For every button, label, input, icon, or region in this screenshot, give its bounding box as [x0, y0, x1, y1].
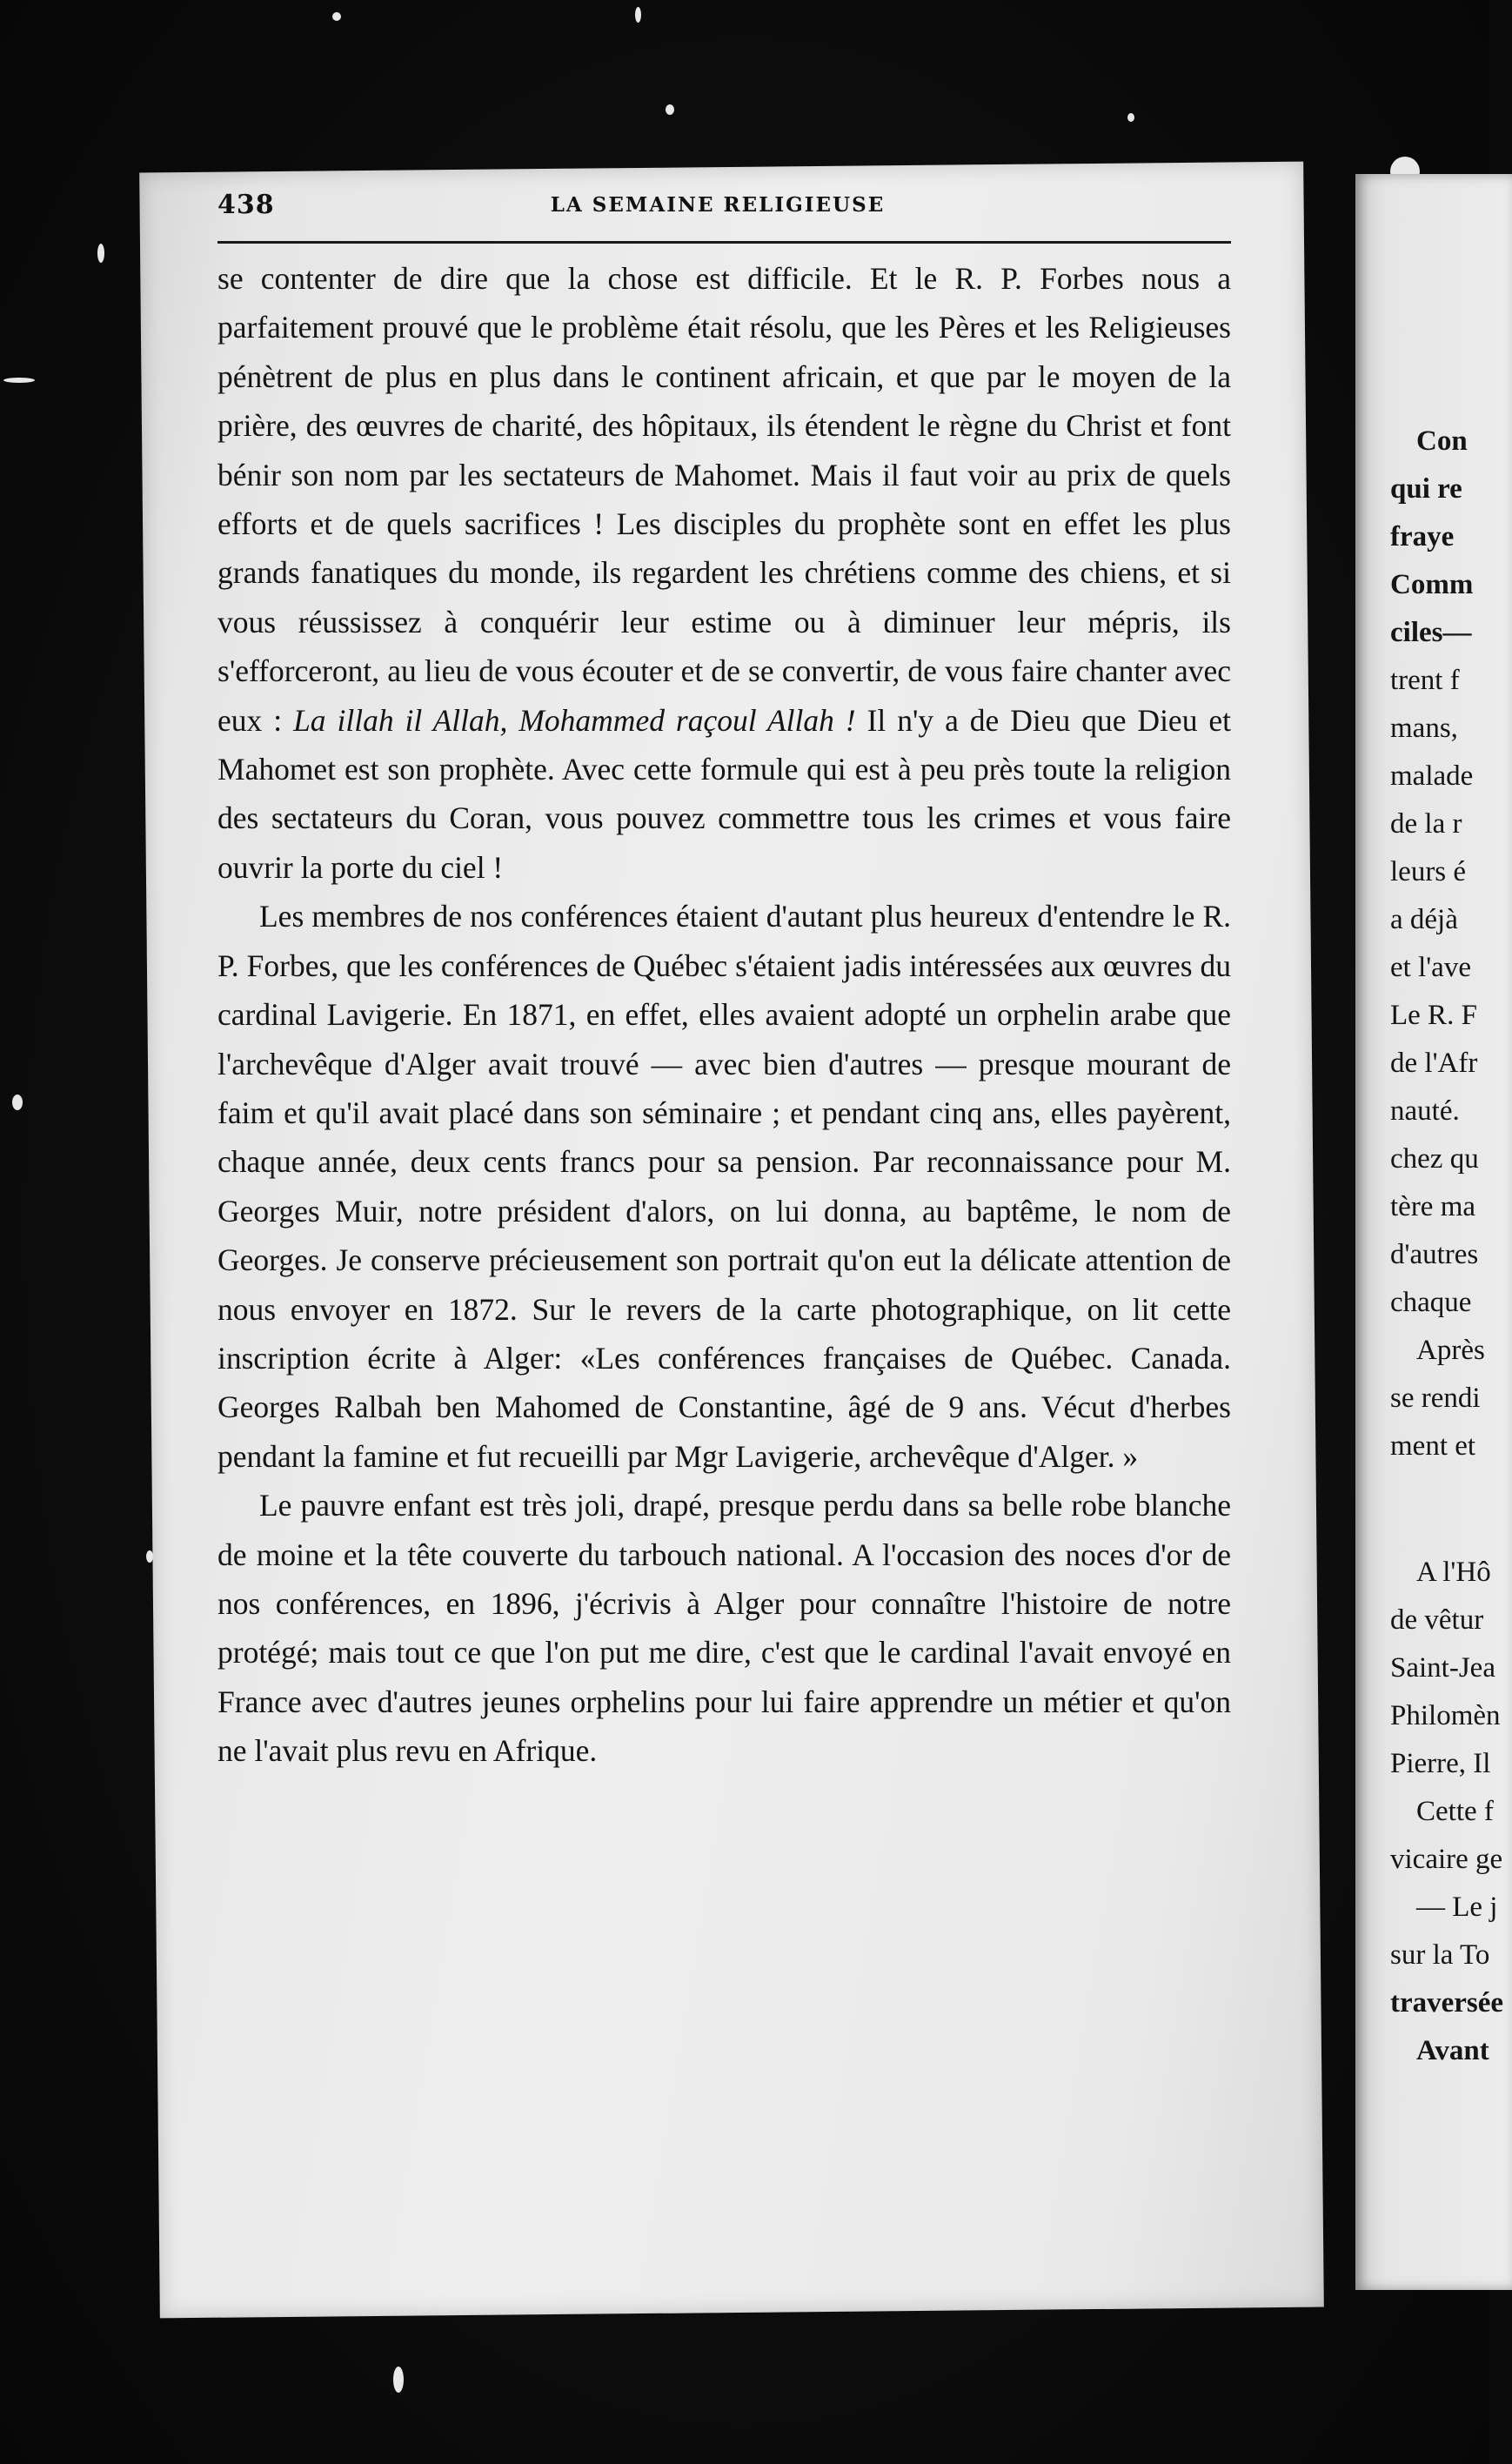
facing-line: malade — [1390, 760, 1474, 792]
facing-line: d'autres — [1390, 1239, 1479, 1270]
paragraph-text: se contenter de dire que la chose est difficile. Et le R. P. Forbes nous a parfaitement prouvé que le problème était résolu, que les Pères et les Religieuses pénètrent de plus en plus dans le continent africain, et que par le moyen de la prière, des œuvres de charité, des hôpitaux, ils étendent le règne du Christ et font bénir son nom par les sectateurs de Mahomet. Mais il faut voir au prix de quels efforts et de quels sacrifices ! Les disciples du prophète sont en effet les plus grands fanatiques du monde, ils regardent les chrétiens comme des chiens, et si vous réussissez à conquérir leur estime ou à diminuer leur mépris, ils s'efforceront, au lieu de vous écouter et de se convertir, de vous faire chanter avec eux : — [217, 261, 1231, 738]
facing-line: Philomèn — [1390, 1700, 1501, 1731]
paragraph — [217, 254, 1231, 892]
facing-line: vicaire ge — [1390, 1844, 1503, 1875]
dust-speck — [393, 2367, 404, 2393]
facing-line: — Le j — [1416, 1892, 1498, 1923]
quotation-italic: La illah il Allah, Mohammed raçoul Allah ! — [293, 702, 856, 738]
facing-line: Cette f — [1416, 1796, 1494, 1827]
facing-line: Le R. F — [1390, 1000, 1477, 1031]
facing-line: A l'Hô — [1416, 1557, 1491, 1588]
facing-line: trent f — [1390, 665, 1460, 696]
facing-line: nauté. — [1390, 1095, 1460, 1127]
dust-speck — [666, 104, 674, 115]
facing-page-text-bottom — [1390, 1549, 1503, 2075]
facing-line: Après — [1416, 1335, 1485, 1366]
page-number: 438 — [217, 190, 275, 220]
paragraph: Les membres de nos conférences étaient d'autant plus heureux d'entendre le R. P. Forbes, que les conférences de Québec s'étaient jadis intéressées aux œuvres du cardinal Lavigerie. En 1871, en effet, elles avaient adopté un orphelin arabe que l'archevêque d'Alger avait trouvé — avec bien d'autres — presque mourant de faim et qu'il avait placé dans son séminaire ; et pendant cinq ans, elles payèrent, chaque année, deux cents francs pour sa pension. Par reconnaissance pour M. Georges Muir, notre président d'alors, on lui donna, au baptême, le nom de Georges. Je conserve précieusement son portrait qu'on eut la délicate attention de nous envoyer en 1872. Sur le revers de la carte photographique, on lit cette inscription écrite à Alger: «Les conférences françaises de Québec. Canada. Georges Ralbah ben Mahomed de Constantine, âgé de 9 ans. Vécut d'herbes pendant la famine et fut recueilli par Mgr Lavigerie, archevêque d'Alger. » — [217, 899, 1231, 1474]
facing-line: traversée — [1390, 1987, 1504, 2019]
dust-speck — [97, 244, 104, 263]
facing-line: tère ma — [1390, 1191, 1476, 1222]
facing-line: qui re — [1390, 473, 1462, 505]
facing-line: se rendi — [1390, 1383, 1481, 1414]
facing-page-text-top — [1390, 418, 1503, 1470]
dust-speck — [635, 7, 641, 23]
facing-line: ment et — [1390, 1430, 1476, 1462]
facing-line: Saint-Jea — [1390, 1652, 1495, 1684]
facing-line: chez qu — [1390, 1143, 1479, 1175]
running-head: LA SEMAINE RELIGIEUSE — [550, 193, 886, 217]
paragraph-text: Il n'y a de Dieu que Dieu et Mahomet est son prophète. Avec cette formule qui est à peu près toute la religion des sectateurs du Coran, vous pouvez commettre tous les crimes et vous faire ouvrir la porte du ciel ! — [217, 702, 1232, 885]
facing-line: leurs é — [1390, 856, 1467, 887]
header-rule — [217, 241, 1231, 244]
facing-line: Comm — [1390, 569, 1474, 600]
facing-line: chaque — [1390, 1287, 1472, 1318]
dust-speck — [12, 1095, 23, 1110]
facing-line: de la r — [1390, 808, 1462, 840]
facing-line: a déjà — [1390, 904, 1458, 935]
paragraph: Le pauvre enfant est très joli, drapé, presque perdu dans sa belle robe blanche de moine et la tête couverte du tarbouch national. A l'occasion des noces d'or de nos conférences, en 1896, j'écrivis à Alger pour connaître l'histoire de notre protégé; mais tout ce que l'on put me dire, c'est que le cardinal l'avait envoyé en France avec d'autres jeunes orphelins pour lui faire apprendre un métier et qu'on ne l'avait plus revu en Afrique. — [217, 1488, 1231, 1769]
page-header — [217, 190, 1231, 242]
facing-line: ciles— — [1390, 617, 1472, 648]
facing-line: de l'Afr — [1390, 1048, 1478, 1079]
facing-line: fraye — [1390, 521, 1455, 552]
facing-line: mans, — [1390, 713, 1458, 744]
facing-line: et l'ave — [1390, 952, 1471, 983]
facing-line: sur la To — [1390, 1939, 1490, 1971]
facing-line: Pierre, Il — [1390, 1748, 1491, 1779]
dust-speck — [3, 378, 35, 383]
page-body — [217, 254, 1231, 1776]
facing-line: de vêtur — [1390, 1604, 1484, 1636]
facing-line: Avant — [1416, 2035, 1489, 2066]
facing-line: Con — [1416, 425, 1468, 457]
dust-speck — [1127, 113, 1134, 122]
dust-speck — [332, 12, 341, 21]
